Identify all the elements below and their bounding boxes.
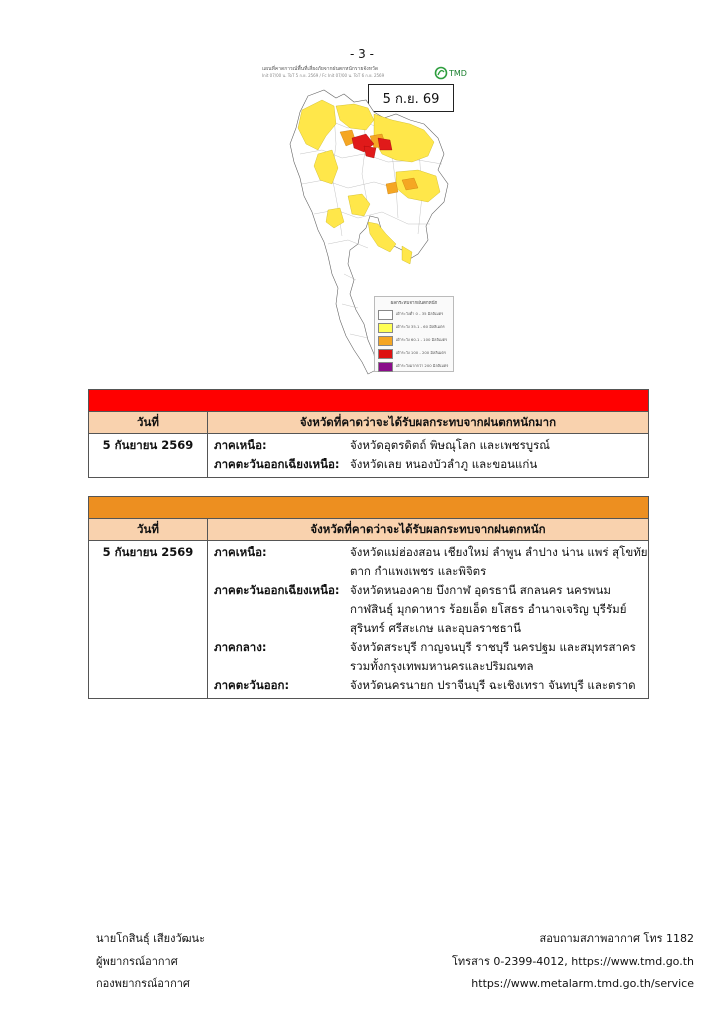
legend-label: เฝ้าระวัง 35.1 - 60 มิลลิเมตร — [396, 324, 445, 330]
logo-text: TMD — [449, 69, 467, 78]
page-number: - 3 - — [350, 47, 374, 61]
region-entry — [214, 436, 648, 455]
very-heavy-rain-table — [88, 389, 649, 478]
hotline-text: สอบถามสภาพอากาศ โทร 1182 — [539, 932, 694, 945]
province-line: จังหวัดสระบุรี กาญจนบุรี ราชบุรี นครปฐม และสมุทรสาคร — [350, 640, 636, 654]
map-title: แผนที่คาดการณ์พื้นที่เสี่ยงภัยจากฝนตกหนักรายจังหวัด — [262, 66, 379, 72]
header-date: วันที่ — [89, 519, 208, 541]
map-legend — [374, 296, 454, 372]
province-line: จังหวัดอุตรดิตถ์ พิษณุโลก และเพชรบูรณ์ — [350, 438, 550, 452]
map-subtitle: Init 07/00 น. ToT 5 ก.ย. 2569 / Fc Init 07/00 น. ToT 6 ก.ย. 2569 — [262, 73, 385, 78]
legend-item — [378, 347, 450, 360]
legend-item — [378, 321, 450, 334]
legend-label: เฝ้าระวัง 60.1 - 100 มิลลิเมตร — [396, 337, 448, 343]
affected-provinces — [208, 434, 649, 478]
table-row — [89, 434, 649, 478]
forecaster-title: ผู้พยากรณ์อากาศ — [96, 954, 178, 968]
forecaster-name: นายโกสินธุ์ เสียงวัฒนะ — [96, 932, 205, 945]
region-name: ภาคตะวันออก: — [214, 678, 290, 692]
contact-info — [452, 928, 694, 996]
province-line: รวมทั้งกรุงเทพมหานครและปริมณฑล — [350, 659, 534, 673]
region-entry — [214, 638, 648, 676]
forecast-date: 5 กันยายน 2569 — [89, 434, 208, 478]
forecaster-signature — [96, 928, 205, 996]
province-line: กาฬสินธุ์ มุกดาหาร ร้อยเอ็ด ยโสธร อำนาจเจริญ บุรีรัมย์ — [350, 602, 627, 616]
region-name: ภาคเหนือ: — [214, 545, 267, 559]
date-stamp: 5 ก.ย. 69 — [368, 84, 454, 112]
region-name: ภาคตะวันออกเฉียงเหนือ: — [214, 457, 340, 471]
red-alert-banner — [89, 390, 649, 412]
province-line: ตาก กำแพงเพชร และพิจิตร — [350, 564, 487, 578]
province-line: จังหวัดเลย หนองบัวลำภู และขอนแก่น — [350, 457, 538, 471]
province-line: จังหวัดหนองคาย บึงกาฬ อุดรธานี สกลนคร นครพนม — [350, 583, 611, 597]
province-line: จังหวัดแม่ฮ่องสอน เชียงใหม่ ลำพูน ลำปาง น่าน แพร่ สุโขทัย — [350, 545, 648, 559]
legend-item — [378, 308, 450, 321]
region-entry — [214, 581, 648, 638]
province-line: สุรินทร์ ศรีสะเกษ และอุบลราชธานี — [350, 621, 521, 635]
legend-item — [378, 360, 450, 373]
province-line: จังหวัดนครนายก ปราจีนบุรี ฉะเชิงเทรา จันทบุรี และตราด — [350, 678, 636, 692]
heavy-rain-risk-map — [262, 64, 470, 378]
table-row — [89, 541, 649, 699]
region-name: ภาคกลาง: — [214, 640, 267, 654]
legend-label: เฝ้าระวังต่ำ 0 - 35 มิลลิเมตร — [396, 311, 444, 317]
legend-label: เฝ้าระวังมากกว่า 200 มิลลิเมตร — [396, 363, 449, 369]
legend-swatch — [378, 336, 393, 346]
header-date: วันที่ — [89, 412, 208, 434]
legend-title: ผลกระทบจากฝนตกหนัก — [390, 301, 438, 306]
legend-swatch — [378, 310, 393, 320]
region-entry — [214, 455, 648, 474]
region-name: ภาคตะวันออกเฉียงเหนือ: — [214, 583, 340, 597]
tmd-logo-icon — [434, 66, 468, 80]
forecast-date: 5 กันยายน 2569 — [89, 541, 208, 699]
heavy-rain-table — [88, 496, 649, 699]
region-entry — [214, 676, 648, 695]
legend-item — [378, 334, 450, 347]
legend-swatch — [378, 323, 393, 333]
header-description: จังหวัดที่คาดว่าจะได้รับผลกระทบจากฝนตกหนักมาก — [208, 412, 649, 434]
affected-provinces — [208, 541, 649, 699]
region-entry — [214, 543, 648, 581]
orange-alert-banner — [89, 497, 649, 519]
header-description: จังหวัดที่คาดว่าจะได้รับผลกระทบจากฝนตกหนัก — [208, 519, 649, 541]
division-name: กองพยากรณ์อากาศ — [96, 977, 190, 990]
legend-swatch — [378, 362, 393, 372]
legend-label: เฝ้าระวัง 100 - 200 มิลลิเมตร — [396, 350, 446, 356]
region-name: ภาคเหนือ: — [214, 438, 267, 452]
legend-swatch — [378, 349, 393, 359]
metalarm-link[interactable]: https://www.metalarm.tmd.go.th/service — [471, 977, 694, 990]
fax-and-website[interactable]: โทรสาร 0-2399-4012, https://www.tmd.go.th — [452, 954, 694, 968]
